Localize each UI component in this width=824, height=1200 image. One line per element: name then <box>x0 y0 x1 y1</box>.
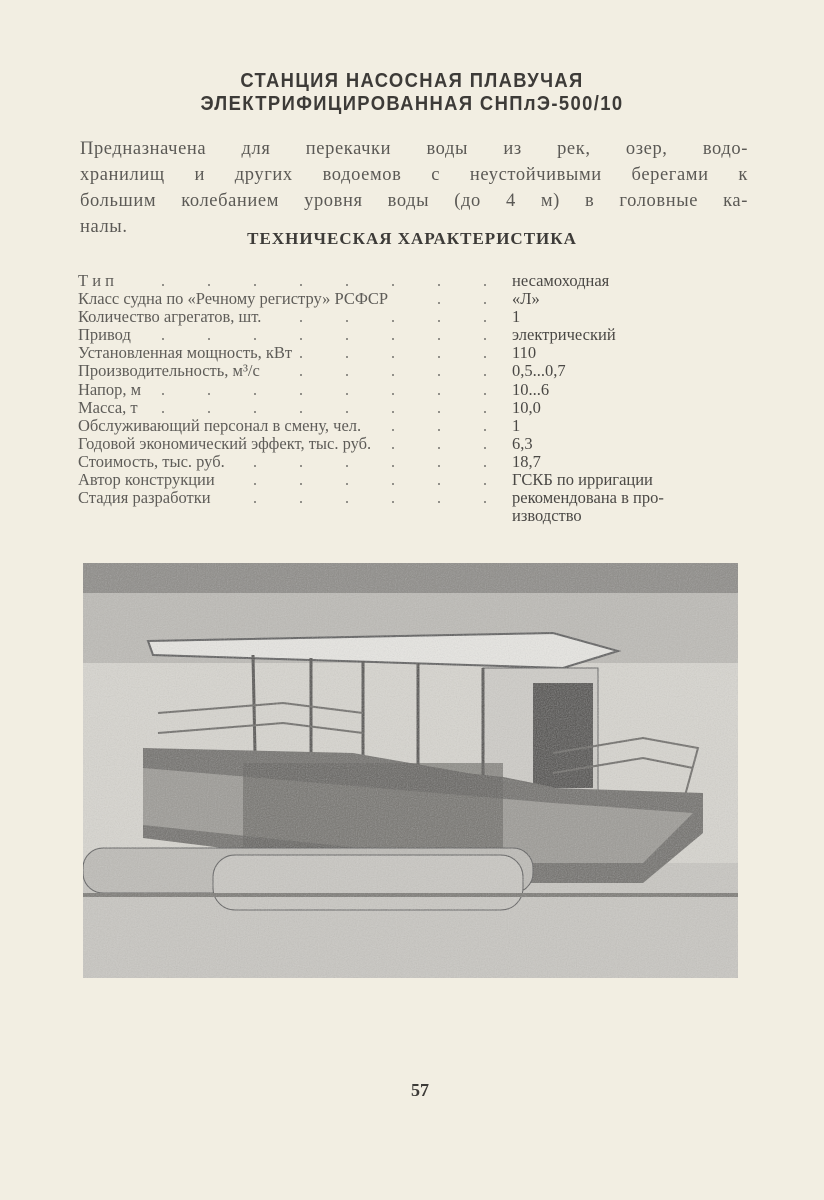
spec-label: Автор конструкции <box>78 470 215 490</box>
spec-value: 18,7 <box>512 451 541 471</box>
dot-leader <box>396 302 508 304</box>
dot-leader <box>223 483 508 485</box>
dot-leader <box>146 411 508 413</box>
specifications-table <box>78 271 758 526</box>
spec-row <box>78 308 758 326</box>
spec-value: 10,0 <box>512 397 541 417</box>
spec-value: 10...6 <box>512 379 550 399</box>
spec-value: «Л» <box>512 289 540 309</box>
dot-leader <box>219 501 508 503</box>
spec-label: Производительность, м³/с <box>78 361 260 381</box>
spec-value: 6,3 <box>512 433 533 453</box>
spec-label: Напор, м <box>78 379 142 399</box>
description-line: хранилищ и других водоемов с неустойчивыми берегами к <box>80 165 748 185</box>
spec-row <box>78 471 758 489</box>
spec-label: Стадия разработки <box>78 488 211 508</box>
spec-label: Класс судна по «Речному регистру» РСФСР <box>78 289 389 309</box>
spec-label: Годовой экономический эффект, тыс. руб. <box>78 433 372 453</box>
document-title-line-1: СТАНЦИЯ НАСОСНАЯ ПЛАВУЧАЯ <box>240 70 584 92</box>
spec-value: 1 <box>512 415 521 435</box>
spec-row <box>78 435 758 453</box>
pumping-station-photo <box>83 563 738 978</box>
spec-row <box>78 453 758 471</box>
spec-row <box>78 381 758 399</box>
dot-leader <box>122 284 508 286</box>
description-paragraph <box>80 136 748 240</box>
spec-row <box>78 399 758 417</box>
spec-value: 1 <box>512 307 521 327</box>
spec-row <box>78 417 758 435</box>
dot-leader <box>269 320 508 322</box>
spec-label: Количество агрегатов, шт. <box>78 307 262 327</box>
spec-value: ГСКБ по ирригации <box>512 470 653 490</box>
spec-row <box>78 326 758 344</box>
dot-leader <box>268 374 508 376</box>
spec-label: Установленная мощность, кВт <box>78 343 293 363</box>
spec-value-continuation: изводство <box>512 506 582 526</box>
dot-leader <box>139 338 508 340</box>
description-line: налы. <box>80 217 128 237</box>
dot-leader <box>233 465 508 467</box>
dot-leader <box>369 429 508 431</box>
spec-row <box>78 344 758 362</box>
dot-leader <box>149 393 508 395</box>
spec-label: Масса, т <box>78 397 138 417</box>
spec-row <box>78 488 758 526</box>
dot-leader <box>379 447 508 449</box>
spec-row <box>78 272 758 290</box>
spec-label: Т и п <box>78 271 114 290</box>
spec-value: рекомендована в про- <box>512 488 664 508</box>
spec-value: 0,5...0,7 <box>512 361 566 381</box>
spec-label: Стоимость, тыс. руб. <box>78 451 225 471</box>
section-heading: ТЕХНИЧЕСКАЯ ХАРАКТЕРИСТИКА <box>247 229 577 248</box>
spec-value: электрический <box>512 325 616 345</box>
spec-label: Привод <box>78 325 131 345</box>
spec-label: Обслуживающий персонал в смену, чел. <box>78 415 362 435</box>
description-line: большим колебанием уровня воды (до 4 м) в головные ка- <box>80 191 748 211</box>
description-line: Предназначена для перекачки воды из рек, озер, водо- <box>80 139 748 159</box>
page-number: 57 <box>411 1080 429 1100</box>
spec-row <box>78 362 758 380</box>
document-title-line-2: ЭЛЕКТРИФИЦИРОВАННАЯ СНПлЭ-500/10 <box>200 93 624 115</box>
spec-value: 110 <box>512 343 537 363</box>
spec-row <box>78 290 758 308</box>
spec-value: несамоходная <box>512 271 610 290</box>
dot-leader <box>300 356 508 358</box>
